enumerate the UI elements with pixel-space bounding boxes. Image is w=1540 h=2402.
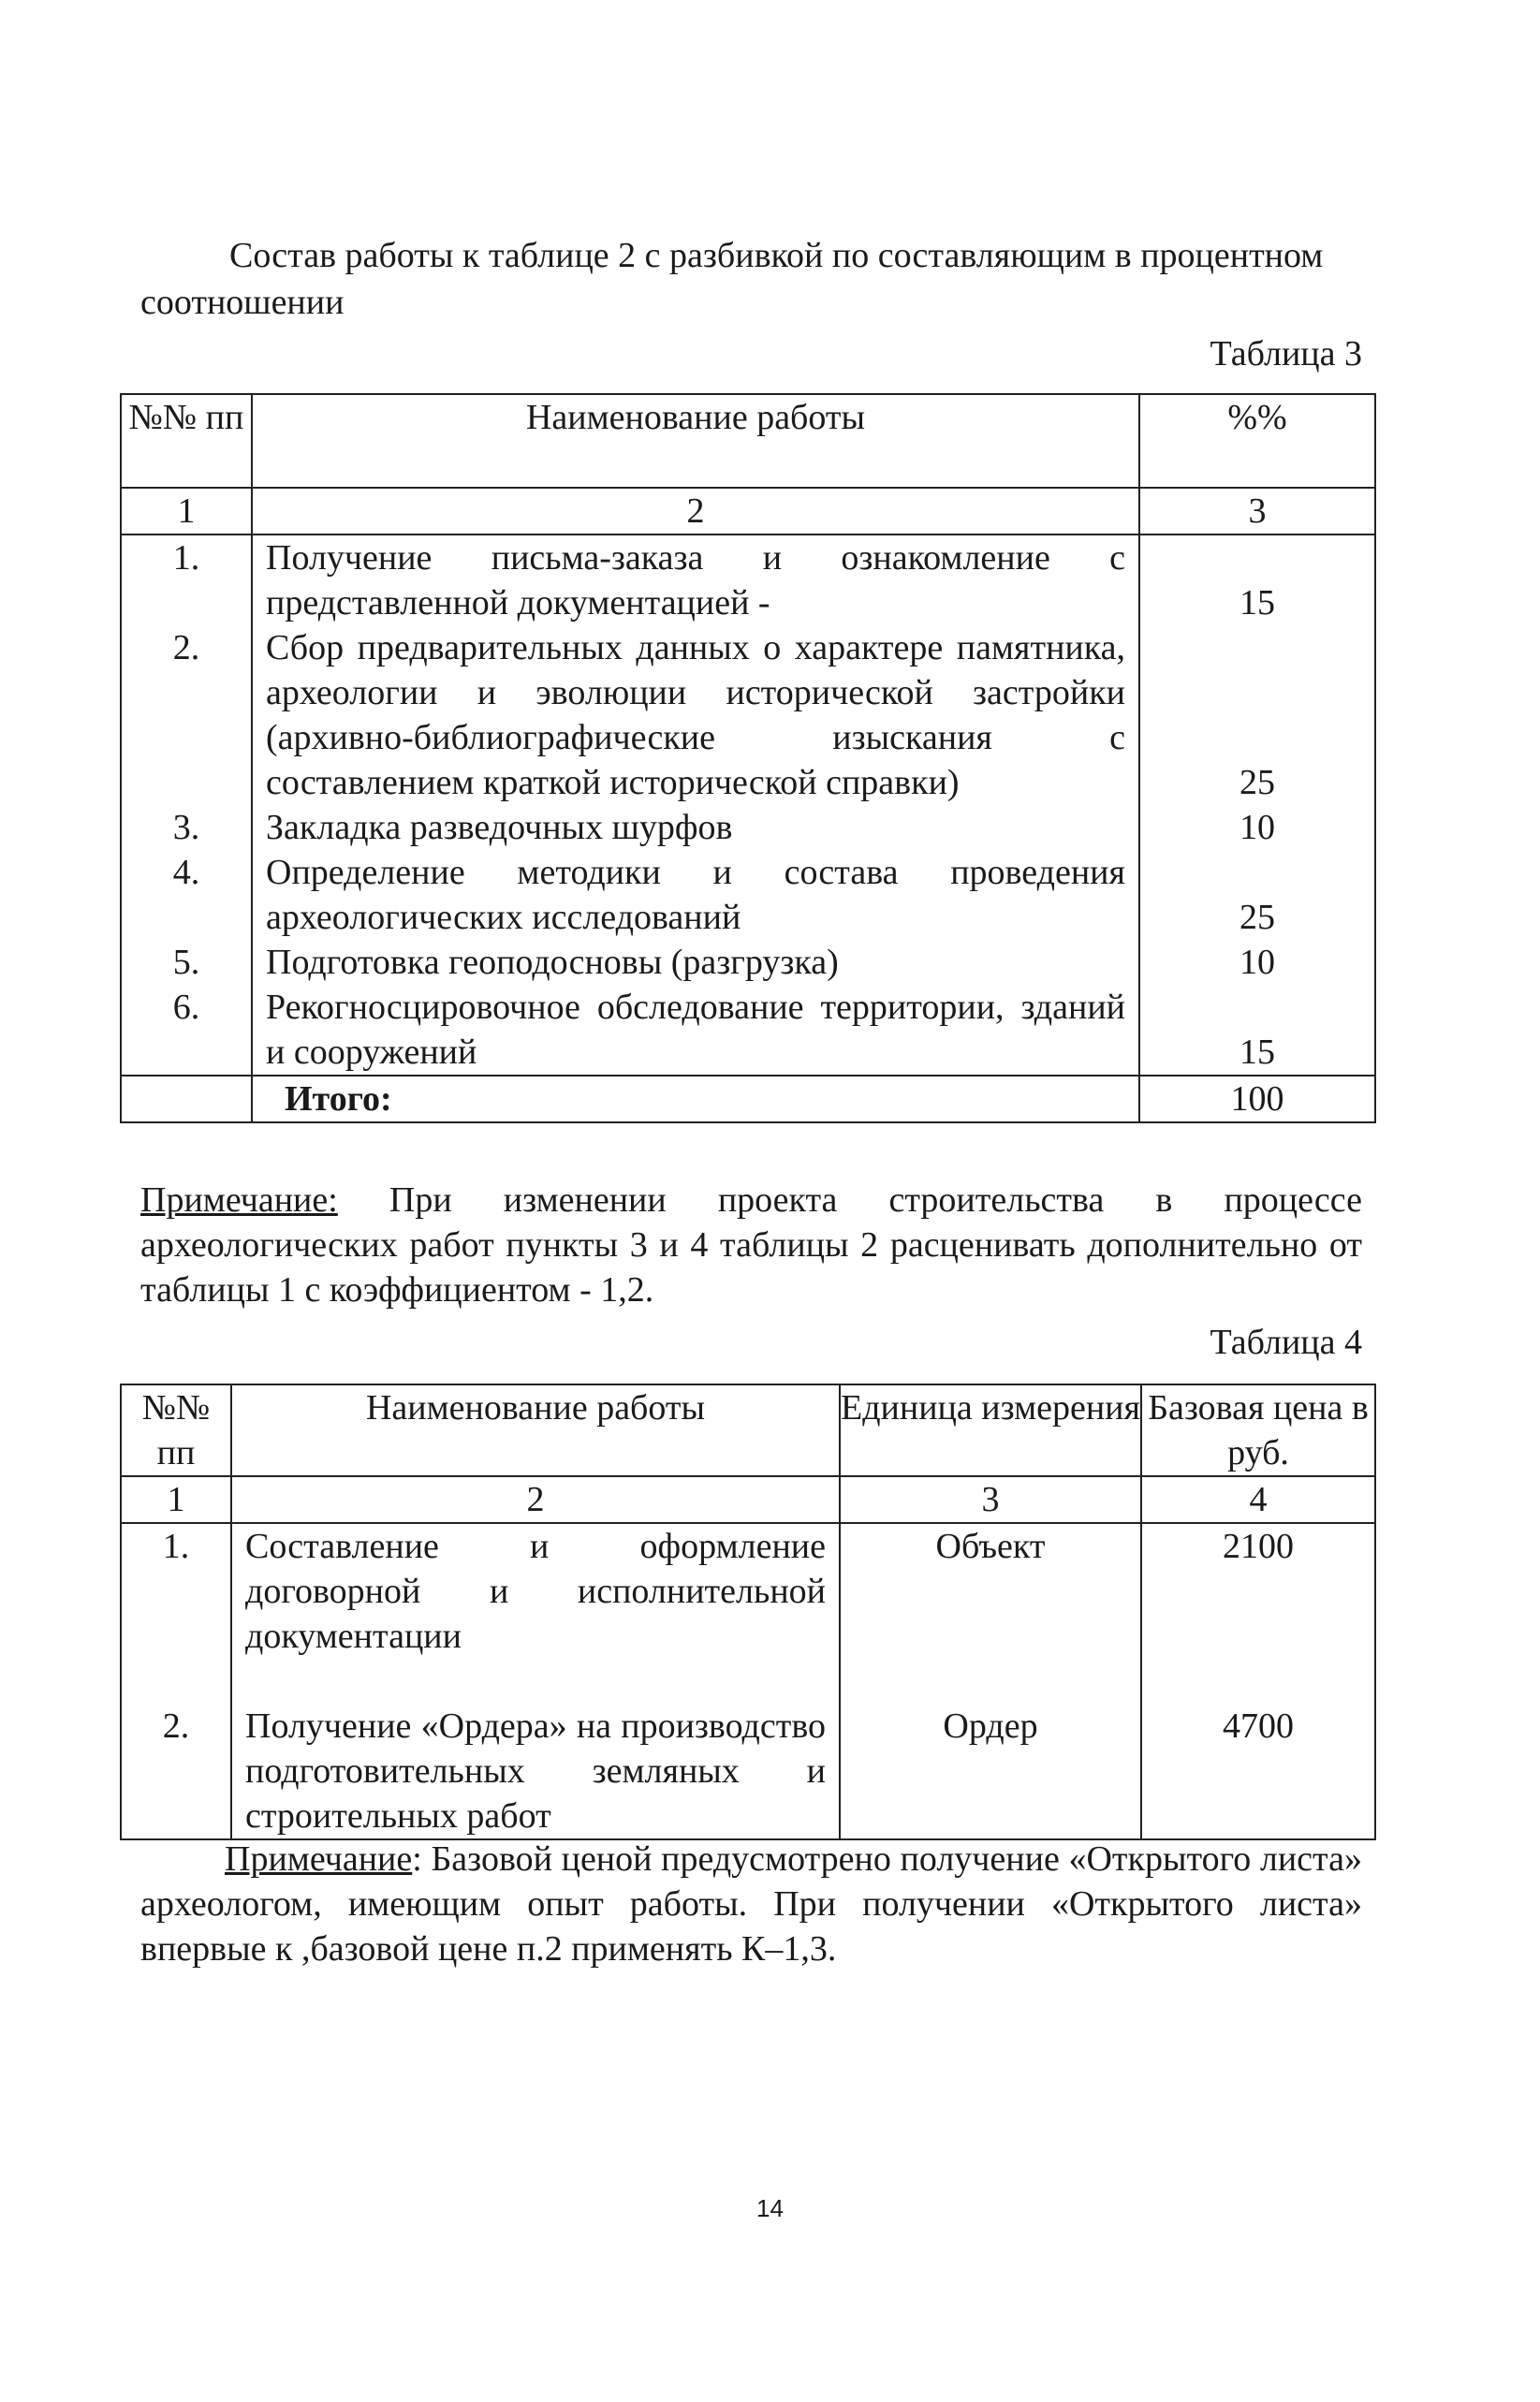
table3-row-pct: 15	[1239, 583, 1275, 622]
intro-heading: Состав работы к таблице 2 с разбивкой по составляющим в процентном соотношении	[140, 236, 1324, 322]
table3-row-pct: 15	[1239, 1033, 1275, 1072]
note1-label: Примечание:	[140, 1180, 338, 1220]
table4-header-row	[121, 1384, 1375, 1476]
table3-total-empty	[121, 1076, 252, 1122]
table3-row-name: Закладка разведочных шурфов	[266, 808, 733, 847]
table3-row-name: Получение письма-заказа и ознакомление с представленной документацией -	[266, 538, 1125, 622]
table3-num-column	[121, 535, 252, 1076]
note2-label: Примечание	[225, 1839, 413, 1879]
table4-row-name: Получение «Ордера» на производство подготовительных земляных и строительных работ	[245, 1706, 826, 1836]
table3-row-pct: 10	[1239, 808, 1275, 847]
table3-row-num: 1.	[172, 538, 200, 578]
table4-header-name: Наименование работы	[231, 1384, 840, 1476]
table3-colnum-3: 3	[1139, 488, 1375, 535]
note1	[140, 1178, 1362, 1312]
table4-row-unit: Ордер	[943, 1706, 1038, 1746]
table3-header-pct: %%	[1139, 394, 1375, 488]
table3-colnum-2: 2	[252, 488, 1139, 535]
note1-text: При изменении проекта строительства в процессе археологических работ пункты 3 и 4 таблицы 2 расценивать дополнительно от таблицы 1 с коэффициентом - 1,2.	[140, 1180, 1362, 1310]
table3-row-num: 2.	[172, 628, 200, 667]
table4-body-row	[121, 1523, 1375, 1839]
table3-total-value: 100	[1139, 1076, 1375, 1122]
table4-caption: Таблица 4	[1210, 1323, 1362, 1362]
table4-row-name: Составление и оформление договорной и исполнительной документации	[245, 1527, 826, 1656]
table3-row-pct: 10	[1239, 943, 1275, 982]
table4-header-price: Базовая цена в руб.	[1141, 1384, 1375, 1476]
table4-row-price: 2100	[1223, 1527, 1294, 1566]
table4-header-unit: Единица измерения	[840, 1384, 1141, 1476]
table3-pct-column	[1139, 535, 1375, 1076]
table3-row-num: 5.	[172, 943, 200, 982]
page-number: 14	[756, 2194, 784, 2222]
table4-colnum-2: 2	[231, 1476, 840, 1523]
note2-text: : Базовой ценой предусмотрено получение «Открытого листа» археологом, имеющим опыт работы. При получении «Открытого листа» впервые к ,базовой цене п.2 применять К–1,3.	[140, 1839, 1362, 1969]
table3-total-row	[121, 1076, 1375, 1122]
table4-row-num: 1.	[162, 1527, 190, 1566]
table4-row-price: 4700	[1223, 1706, 1294, 1746]
table3-name-column	[252, 535, 1139, 1076]
table4	[120, 1384, 1376, 1840]
table3-colnum-row	[121, 488, 1375, 535]
table3-colnum-1: 1	[121, 488, 252, 535]
table4-price-column	[1141, 1523, 1375, 1839]
table4-num-column	[121, 1523, 231, 1839]
note2	[140, 1837, 1362, 1971]
table3-row-pct: 25	[1239, 763, 1275, 802]
table3-row-name: Определение методики и состава проведения археологических исследований	[266, 853, 1125, 937]
table3-row-num: 3.	[172, 808, 200, 847]
table4-colnum-4: 4	[1141, 1476, 1375, 1523]
table3-caption: Таблица 3	[1210, 334, 1362, 373]
table3-row-pct: 25	[1239, 898, 1275, 937]
table4-header-num: №№ пп	[121, 1384, 231, 1476]
table4-colnum-3: 3	[840, 1476, 1141, 1523]
table4-colnum-row	[121, 1476, 1375, 1523]
table4-row-unit: Объект	[935, 1527, 1046, 1566]
table3-row-num: 6.	[172, 988, 200, 1027]
table3-row-num: 4.	[172, 853, 200, 892]
table3-header-row	[121, 394, 1375, 488]
table3-header-name: Наименование работы	[252, 394, 1139, 488]
table4-row-num: 2.	[162, 1706, 190, 1746]
table3-row-name: Рекогносцировочное обследование территории, зданий и сооружений	[266, 988, 1125, 1072]
table4-name-column	[231, 1523, 840, 1839]
table3-body-row	[121, 535, 1375, 1076]
table3-header-num: №№ пп	[121, 394, 252, 488]
table4-colnum-1: 1	[121, 1476, 231, 1523]
table3-row-name: Подготовка геоподосновы (разгрузка)	[266, 943, 839, 982]
table3-row-name: Сбор предварительных данных о характере памятника, археологии и эволюции исторической застройки (архивно-библиографические изыскания с составлением краткой исторической справки)	[266, 628, 1125, 802]
table4-unit-column	[840, 1523, 1141, 1839]
table3-total-label: Итого:	[252, 1076, 1139, 1122]
table3	[120, 393, 1376, 1123]
